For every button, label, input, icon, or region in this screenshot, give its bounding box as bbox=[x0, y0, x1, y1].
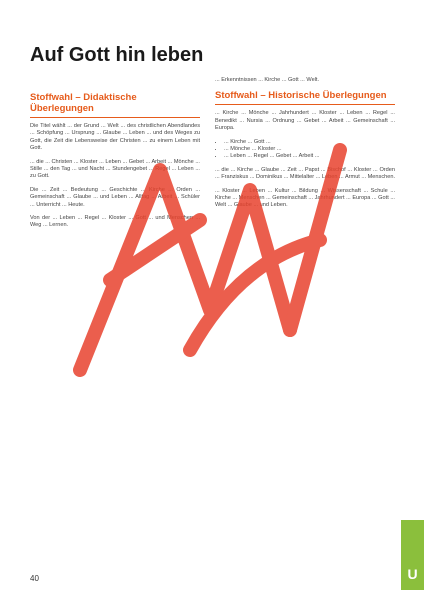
left-paragraph: ... die ... Christen ... Kloster ... Leben ... Gebet ... Arbeit ... Mönche ... Stille ... den Tag ... und Nacht ... Stundengebet ... Regel ... Leben ... zu Gott. bbox=[30, 158, 200, 180]
right-column bbox=[215, 77, 395, 216]
right-bullet-list bbox=[215, 139, 395, 161]
section-tab-letter: U bbox=[407, 566, 418, 582]
left-paragraph: Die Titel wählt ... der Grund ... Welt ... des christlichen Abendlandes ... Schöpfung ... Ursprung ... Glaube ... Leben ... und des Weges zu Gott, die Zeit die Lebensweise der Christen ... zu einem Leben mit Gott. bbox=[30, 123, 200, 152]
right-intro: ... Erkenntnissen ... Kirche ... Gott ... Welt. bbox=[215, 77, 320, 83]
list-item: • ... Mönche ... Kloster ... bbox=[224, 146, 395, 153]
page-number: 40 bbox=[30, 574, 39, 583]
right-paragraph: ... Kirche ... Mönche ... Jahrhundert ... Kloster ... Leben ... Regel ... Benedikt ... Nursia ... Ordnung ... Gebet ... Arbeit ... Gemeinschaft ... Europa. bbox=[215, 110, 395, 132]
list-item: • ... Kirche ... Gott ... bbox=[224, 139, 395, 146]
page-title: Auf Gott hin leben bbox=[30, 44, 204, 66]
left-column bbox=[30, 92, 200, 236]
historical-heading: Stoffwahl – Historische Überlegungen bbox=[215, 90, 395, 105]
didactic-heading: Stoffwahl – Didaktische Überlegungen bbox=[30, 92, 200, 118]
section-tab bbox=[401, 520, 424, 590]
left-paragraph: Von der ... Leben ... Regel ... Kloster ... Gott ... und Menschen ... Weg ... Lernen. bbox=[30, 215, 200, 229]
list-item: • ... Leben ... Regel ... Gebet ... Arbeit ... bbox=[224, 153, 395, 160]
right-paragraph: ... die ... Kirche ... Glaube ... Zeit ... Papst ... Bischof ... Kloster ... Orden ... Franziskus ... Dominikus ... Mittelalter ... Leben ... Armut ... Menschen. bbox=[215, 166, 395, 181]
left-paragraph: Die ... Zeit ... Bedeutung ... Geschichte ... Kirche ... Orden ... Gemeinschaft ... Glaube ... und Leben ... Alltag ... Arbeit ... Schüler ... Unterricht ... Heute. bbox=[30, 186, 200, 208]
right-closing: ... Kloster ... Leben ... Kultur ... Bildung ... Wissenschaft ... Schule ... Kirche ... Menschen ... Gemeinschaft ... Jahrhundert ... Europa ... Gott ... Welt ... Glaube ... und Leben. bbox=[215, 187, 395, 209]
